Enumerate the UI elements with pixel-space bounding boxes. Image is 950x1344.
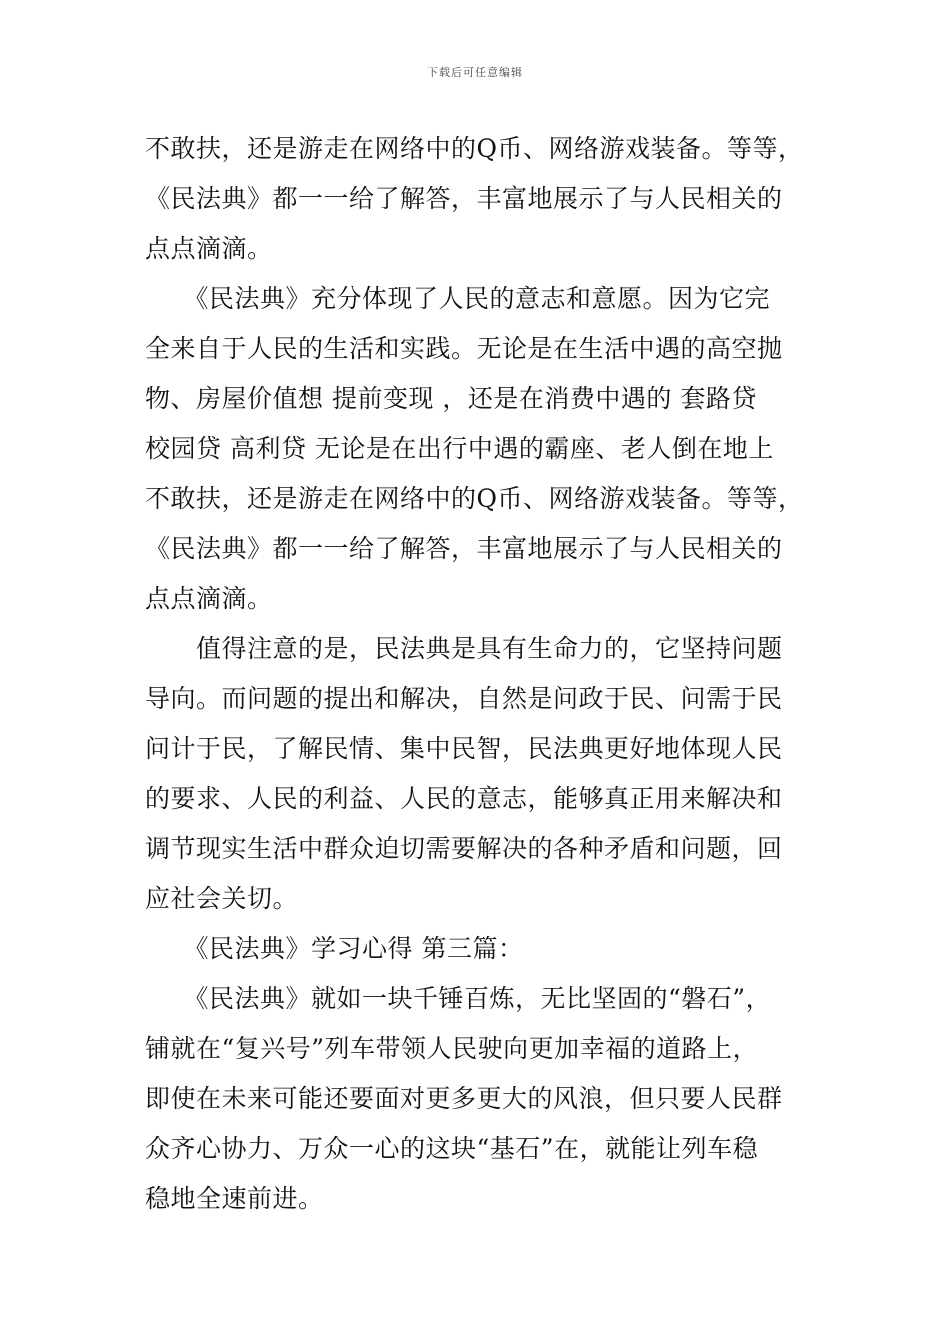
text-line: 校园贷 高利贷 无论是在出行中遇的霸座、老人倒在地上 <box>145 434 774 463</box>
text-line: 《民法典》都一一给了解答，丰富地展示了与人民相关的 <box>145 184 783 213</box>
text-line: 稳地全速前进。 <box>145 1184 324 1213</box>
text-line: 导向。而问题的提出和解决，自然是问政于民、问需于民 <box>145 684 783 713</box>
text-line: 点点滴滴。 <box>145 234 273 263</box>
page-header: 下载后可任意编辑 <box>427 66 523 79</box>
text-line: 问计于民，了解民情、集中民智，民法典更好地体现人民 <box>145 734 783 763</box>
text-line: 点点滴滴。 <box>145 584 273 613</box>
text-line: 值得注意的是，民法典是具有生命力的，它坚持问题 <box>145 634 783 663</box>
text-line: 调节现实生活中群众迫切需要解决的各种矛盾和问题，回 <box>145 834 783 863</box>
text-line: 的要求、人民的利益、人民的意志，能够真正用来解决和 <box>145 784 783 813</box>
text-line: 全来自于人民的生活和实践。无论是在生活中遇的高空抛 <box>145 334 783 363</box>
text-line: 众齐心协力、万众一心的这块“基石”在，就能让列车稳 <box>145 1134 759 1163</box>
text-line: 《民法典》都一一给了解答，丰富地展示了与人民相关的 <box>145 534 783 563</box>
text-line: 不敢扶，还是游走在网络中的Q币、网络游戏装备。等等， <box>145 134 804 163</box>
text-line: 应社会关切。 <box>145 884 299 913</box>
text-line: 即使在未来可能还要面对更多更大的风浪，但只要人民群 <box>145 1084 783 1113</box>
document-body <box>145 124 810 1224</box>
text-line: 不敢扶，还是游走在网络中的Q币、网络游戏装备。等等， <box>145 484 804 513</box>
text-line: 铺就在“复兴号”列车带领人民驶向更加幸福的道路上， <box>145 1034 759 1063</box>
text-line: 《民法典》充分体现了人民的意志和意愿。因为它完 <box>145 284 771 313</box>
text-line: 《民法典》就如一块千锤百炼，无比坚固的“磐石”， <box>145 984 772 1013</box>
text-line: 《民法典》学习心得 第三篇： <box>145 934 524 963</box>
text-line: 物、房屋价值想 提前变现 ，还是在消费中遇的 套路贷 <box>145 384 757 413</box>
